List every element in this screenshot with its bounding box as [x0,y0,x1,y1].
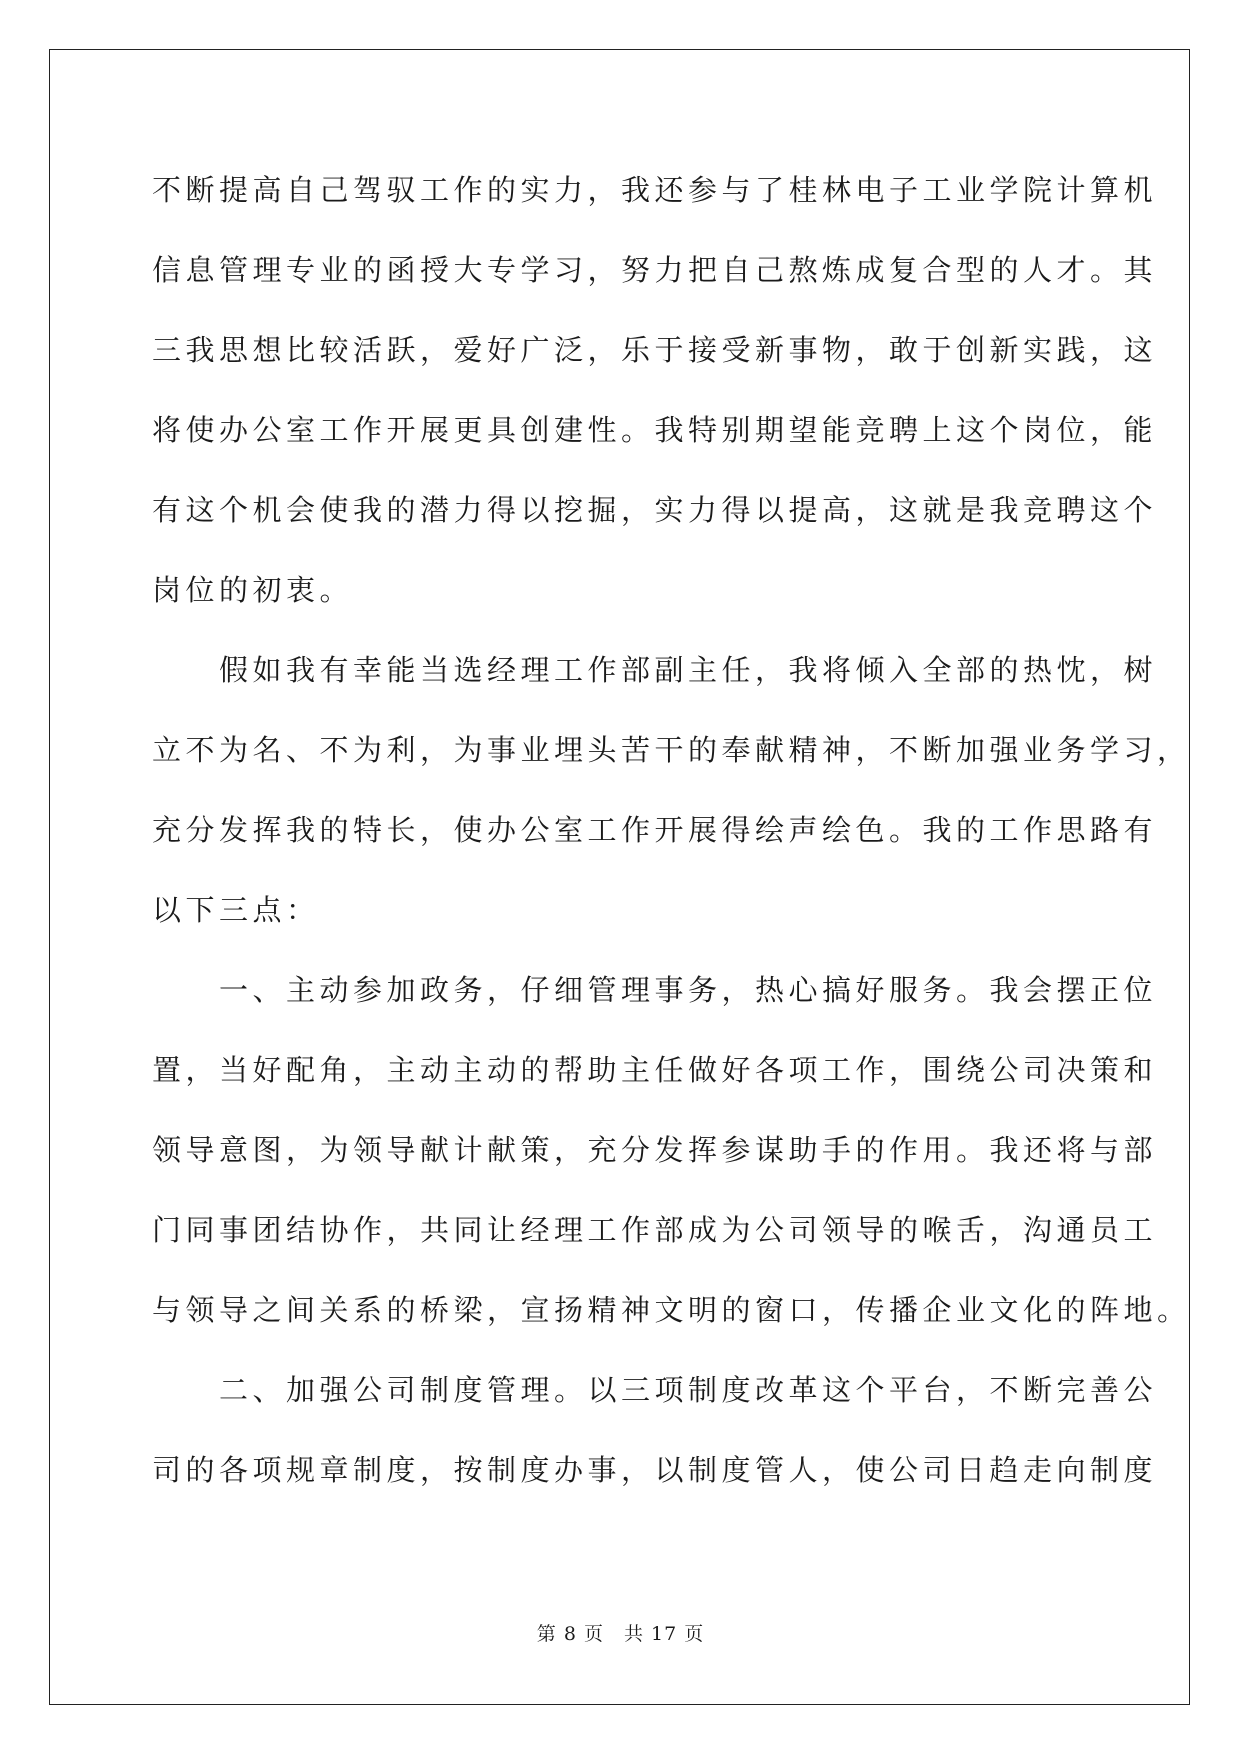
page-footer [0,1622,1241,1646]
text-line: 将使办公室工作开展更具创建性。我特别期望能竞聘上这个岗位，能 [152,413,1158,447]
text-line: 信息管理专业的函授大专学习，努力把自己熬炼成复合型的人才。其 [152,253,1158,287]
text-line: 岗位的初衷。 [152,573,354,607]
text-line: 与领导之间关系的桥梁，宣扬精神文明的窗口，传播企业文化的阵地。 [152,1293,1191,1327]
text-line: 立不为名、不为利，为事业埋头苦干的奉献精神，不断加强业务学习， [152,733,1191,767]
text-line: 充分发挥我的特长，使办公室工作开展得绘声绘色。我的工作思路有 [152,813,1158,847]
text-line: 不断提高自己驾驭工作的实力，我还参与了桂林电子工业学院计算机 [152,173,1158,207]
text-line: 有这个机会使我的潜力得以挖掘，实力得以提高，这就是我竞聘这个 [152,493,1158,527]
page-number: 第 8 页 [536,1623,604,1645]
paragraph-start-line: 二、加强公司制度管理。以三项制度改革这个平台，不断完善公 [152,1373,1158,1407]
text-line: 置，当好配角，主动主动的帮助主任做好各项工作，围绕公司决策和 [152,1053,1158,1087]
page-total: 共 17 页 [623,1623,705,1645]
text-line: 三我思想比较活跃，爱好广泛，乐于接受新事物，敢于创新实践，这 [152,333,1158,367]
text-line: 领导意图，为领导献计献策，充分发挥参谋助手的作用。我还将与部 [152,1133,1158,1167]
text-line: 门同事团结协作，共同让经理工作部成为公司领导的喉舌，沟通员工 [152,1213,1158,1247]
text-line: 以下三点： [152,893,320,927]
text-line: 司的各项规章制度，按制度办事，以制度管人，使公司日趋走向制度 [152,1453,1158,1487]
paragraph-start-line: 一、主动参加政务，仔细管理事务，热心搞好服务。我会摆正位 [152,973,1158,1007]
paragraph-start-line: 假如我有幸能当选经理工作部副主任，我将倾入全部的热忱，树 [152,653,1158,687]
